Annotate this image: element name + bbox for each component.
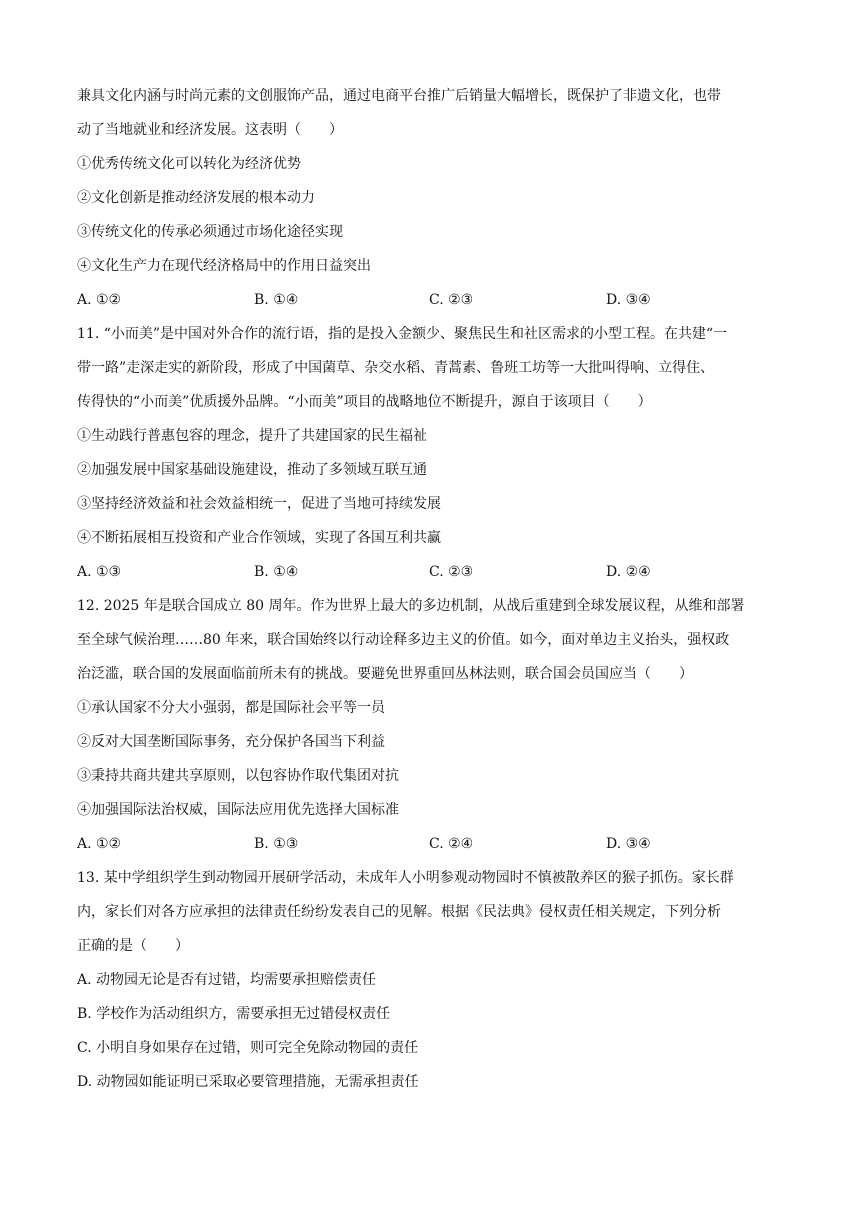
q10-stem-line-2: 动了当地就业和经济发展。这表明（ ） bbox=[77, 122, 343, 138]
q13-option-c[interactable]: C. 小明自身如果存在过错，则可完全免除动物园的责任 bbox=[77, 1040, 419, 1056]
q12-option-a[interactable]: A. ①② bbox=[77, 836, 122, 852]
q10-options bbox=[77, 291, 777, 309]
q11-statement-3: ③坚持经济效益和社会效益相统一，促进了当地可持续发展 bbox=[77, 496, 441, 512]
q11-options bbox=[77, 563, 777, 581]
q12-stem-line-3: 治泛滥，联合国的发展面临前所未有的挑战。要避免世界重回丛林法则，联合国会员国应当（ ） bbox=[77, 666, 693, 682]
q12-stem-line-2: 至全球气候治理……80 年来，联合国始终以行动诠释多边主义的价值。如今，面对单边主义抬头，强权政 bbox=[77, 632, 730, 648]
q13-option-d[interactable]: D. 动物园如能证明已采取必要管理措施，无需承担责任 bbox=[77, 1074, 419, 1090]
q10-option-d[interactable]: D. ③④ bbox=[606, 292, 651, 308]
q10-stem-line-1: 兼具文化内涵与时尚元素的文创服饰产品，通过电商平台推广后销量大幅增长，既保护了非遗文化，也带 bbox=[77, 88, 721, 104]
q10-statement-2: ②文化创新是推动经济发展的根本动力 bbox=[77, 190, 315, 206]
q11-statement-1: ①生动践行普惠包容的理念，提升了共建国家的民生福祉 bbox=[77, 428, 427, 444]
q12-statement-3: ③秉持共商共建共享原则，以包容协作取代集团对抗 bbox=[77, 768, 399, 784]
q12-stem-line-1: 12. 2025 年是联合国成立 80 周年。作为世界上最大的多边机制，从战后重建到全球发展议程，从维和部署 bbox=[77, 598, 745, 614]
q11-statement-4: ④不断拓展相互投资和产业合作领域，实现了各国互利共赢 bbox=[77, 530, 441, 546]
q13-option-b[interactable]: B. 学校作为活动组织方，需要承担无过错侵权责任 bbox=[77, 1006, 391, 1022]
q11-stem-line-2: 带一路”走深走实的新阶段，形成了中国菌草、杂交水稻、青蒿素、鲁班工坊等一大批叫得响、立得住、 bbox=[77, 360, 715, 376]
q12-option-b[interactable]: B. ①③ bbox=[254, 836, 299, 852]
q13-option-a[interactable]: A. 动物园无论是否有过错，均需要承担赔偿责任 bbox=[77, 972, 377, 988]
q11-option-a[interactable]: A. ①③ bbox=[77, 564, 122, 580]
q12-statement-4: ④加强国际法治权威，国际法应用优先选择大国标准 bbox=[77, 802, 399, 818]
q10-option-b[interactable]: B. ①④ bbox=[254, 292, 299, 308]
q11-option-c[interactable]: C. ②③ bbox=[429, 564, 474, 580]
q13-stem-line-2: 内，家长们对各方应承担的法律责任纷纷发表自己的见解。根据《民法典》侵权责任相关规定，下列分析 bbox=[77, 904, 721, 920]
q13-stem-line-3: 正确的是（ ） bbox=[77, 938, 189, 954]
q11-option-d[interactable]: D. ②④ bbox=[606, 564, 651, 580]
q12-option-d[interactable]: D. ③④ bbox=[606, 836, 651, 852]
q11-stem-line-3: 传得快的“小而美”优质援外品牌。“小而美”项目的战略地位不断提升，源自于该项目（ ） bbox=[77, 394, 652, 410]
q12-options bbox=[77, 835, 777, 853]
q12-statement-1: ①承认国家不分大小强弱，都是国际社会平等一员 bbox=[77, 700, 385, 716]
q11-option-b[interactable]: B. ①④ bbox=[254, 564, 299, 580]
q11-stem-line-1: 11. “小而美”是中国对外合作的流行语，指的是投入金额少、聚焦民生和社区需求的小型工程。在共建“一 bbox=[77, 326, 728, 342]
q10-statement-1: ①优秀传统文化可以转化为经济优势 bbox=[77, 156, 301, 172]
q10-statement-4: ④文化生产力在现代经济格局中的作用日益突出 bbox=[77, 258, 371, 274]
q10-statement-3: ③传统文化的传承必须通过市场化途径实现 bbox=[77, 224, 343, 240]
q11-statement-2: ②加强发展中国家基础设施建设，推动了多领域互联互通 bbox=[77, 462, 427, 478]
q12-option-c[interactable]: C. ②④ bbox=[429, 836, 474, 852]
q10-option-c[interactable]: C. ②③ bbox=[429, 292, 474, 308]
q12-statement-2: ②反对大国垄断国际事务，充分保护各国当下利益 bbox=[77, 734, 385, 750]
q13-stem-line-1: 13. 某中学组织学生到动物园开展研学活动，未成年人小明参观动物园时不慎被散养区的猴子抓伤。家长群 bbox=[77, 870, 734, 886]
q10-option-a[interactable]: A. ①② bbox=[77, 292, 122, 308]
